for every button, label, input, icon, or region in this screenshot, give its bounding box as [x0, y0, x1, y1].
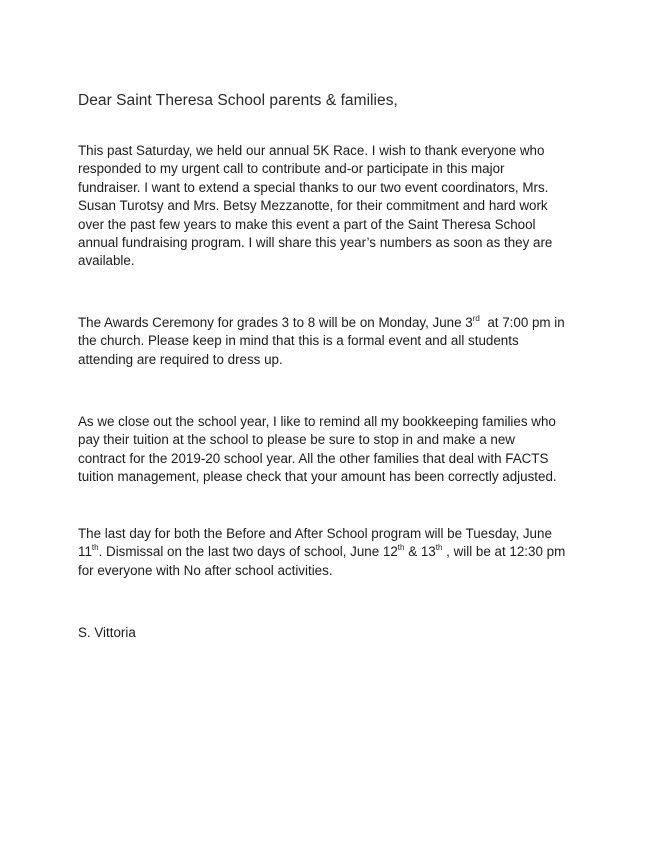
salutation: Dear Saint Theresa School parents & families, [78, 92, 398, 109]
paragraph-line: As we close out the school year, I like to remind all my bookkeeping families who [78, 414, 556, 429]
paragraph-line: attending are required to dress up. [78, 351, 283, 367]
ordinal-suffix: th [91, 543, 99, 553]
paragraph-awards-ceremony [78, 314, 588, 369]
paragraph-line [78, 543, 588, 561]
paragraph-line: for everyone with No after school activities. [78, 562, 333, 578]
paragraph-line: Susan Turotsy and Mrs. Betsy Mezzanotte, for their commitment and hard work [78, 198, 548, 214]
paragraph-line: pay their tuition at the school to please be sure to stop in and make a new [78, 432, 515, 448]
paragraph-line: responded to my urgent call to contribute and-or participate in this major [78, 161, 505, 177]
text-run: , will be at 12:30 pm [442, 544, 566, 560]
paragraph-line: fundraiser. I want to extend a special thanks to our two event coordinators, Mrs. [78, 179, 549, 195]
text-run: & 13 [404, 544, 436, 560]
paragraph-line: the church. Please keep in mind that this is a formal event and all students [78, 333, 519, 349]
ordinal-suffix: th [435, 543, 443, 553]
paragraph-line: annual fundraising program. I will share this year’s numbers as soon as they are [78, 235, 553, 251]
paragraph-5k-race [78, 142, 588, 271]
paragraph-last-day [78, 525, 588, 580]
signature: S. Vittoria [78, 625, 136, 640]
paragraph-tuition-contract [78, 413, 588, 487]
paragraph-line: The last day for both the Before and After School program will be Tuesday, June [78, 526, 552, 541]
paragraph-line: tuition management, please check that your amount has been correctly adjusted. [78, 469, 557, 485]
text-run: . Dismissal on the last two days of school, June 12 [98, 544, 398, 560]
text-run: The Awards Ceremony for grades 3 to 8 will be on Monday, June 3 [78, 315, 473, 330]
paragraph-line: This past Saturday, we held our annual 5K Race. I wish to thank everyone who [78, 143, 545, 158]
text-run: 11 [78, 544, 92, 560]
paragraph-line: over the past few years to make this event a part of the Saint Theresa School [78, 216, 536, 232]
text-run: at 7:00 pm in [479, 315, 565, 330]
paragraph-line: contract for the 2019-20 school year. All the other families that deal with FACTS [78, 450, 549, 466]
ordinal-suffix: th [397, 543, 405, 553]
paragraph-line [78, 314, 588, 332]
ordinal-suffix: rd [472, 314, 480, 323]
paragraph-line: available. [78, 253, 135, 269]
